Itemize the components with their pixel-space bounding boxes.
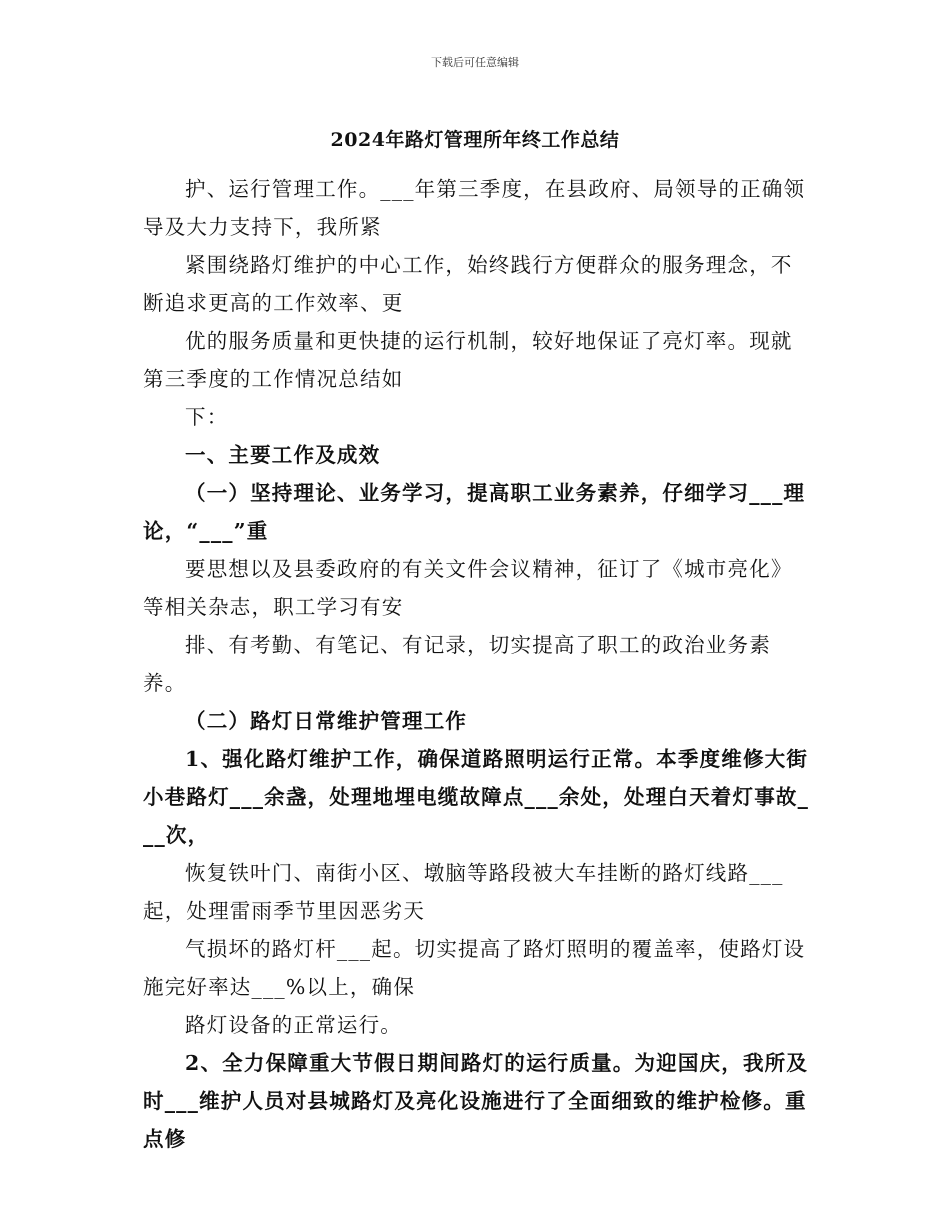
document-body	[143, 170, 811, 1158]
paragraph: 气损坏的路灯杆___起。切实提高了路灯照明的覆盖率，使路灯设施完好率达___%以上，确保	[143, 937, 806, 999]
subsection-heading: （二）路灯日常维护管理工作	[185, 709, 468, 733]
item-heading: 1、强化路灯维护工作，确保道路照明运行正常。本季度维修大街小巷路灯___余盏，处理地埋电缆故障点___余处，处理白天着灯事故___次，	[143, 747, 810, 847]
paragraph: 优的服务质量和更快捷的运行机制，较好地保证了亮灯率。现就第三季度的工作情况总结如	[143, 329, 793, 391]
item-heading: 2、全力保障重大节假日期间路灯的运行质量。为迎国庆，我所及时___维护人员对县城路灯及亮化设施进行了全面细致的维护检修。重点修	[143, 1051, 809, 1151]
document-title: 2024年路灯管理所年终工作总结	[330, 129, 620, 151]
paragraph: 路灯设备的正常运行。	[185, 1013, 402, 1037]
paragraph: 恢复铁叶门、南街小区、墩脑等路段被大车挂断的路灯线路___起，处理雷雨季节里因恶劣天	[143, 861, 784, 923]
section-heading: 一、主要工作及成效	[185, 443, 381, 467]
subsection-heading: （一）坚持理论、业务学习，提高职工业务素养，仔细学习___理论，“___”重	[143, 481, 806, 543]
paragraph: 下：	[185, 405, 229, 429]
paragraph: 护、运行管理工作。___年第三季度，在县政府、局领导的正确领导及大力支持下，我所紧	[143, 177, 806, 239]
header-note: 下载后可任意编辑	[431, 56, 519, 69]
paragraph: 排、有考勤、有笔记、有记录，切实提高了职工的政治业务素养。	[143, 633, 771, 695]
paragraph: 紧围绕路灯维护的中心工作，始终践行方便群众的服务理念，不断追求更高的工作效率、更	[143, 253, 793, 315]
paragraph: 要思想以及县委政府的有关文件会议精神，征订了《城市亮化》等相关杂志，职工学习有安	[143, 557, 793, 619]
